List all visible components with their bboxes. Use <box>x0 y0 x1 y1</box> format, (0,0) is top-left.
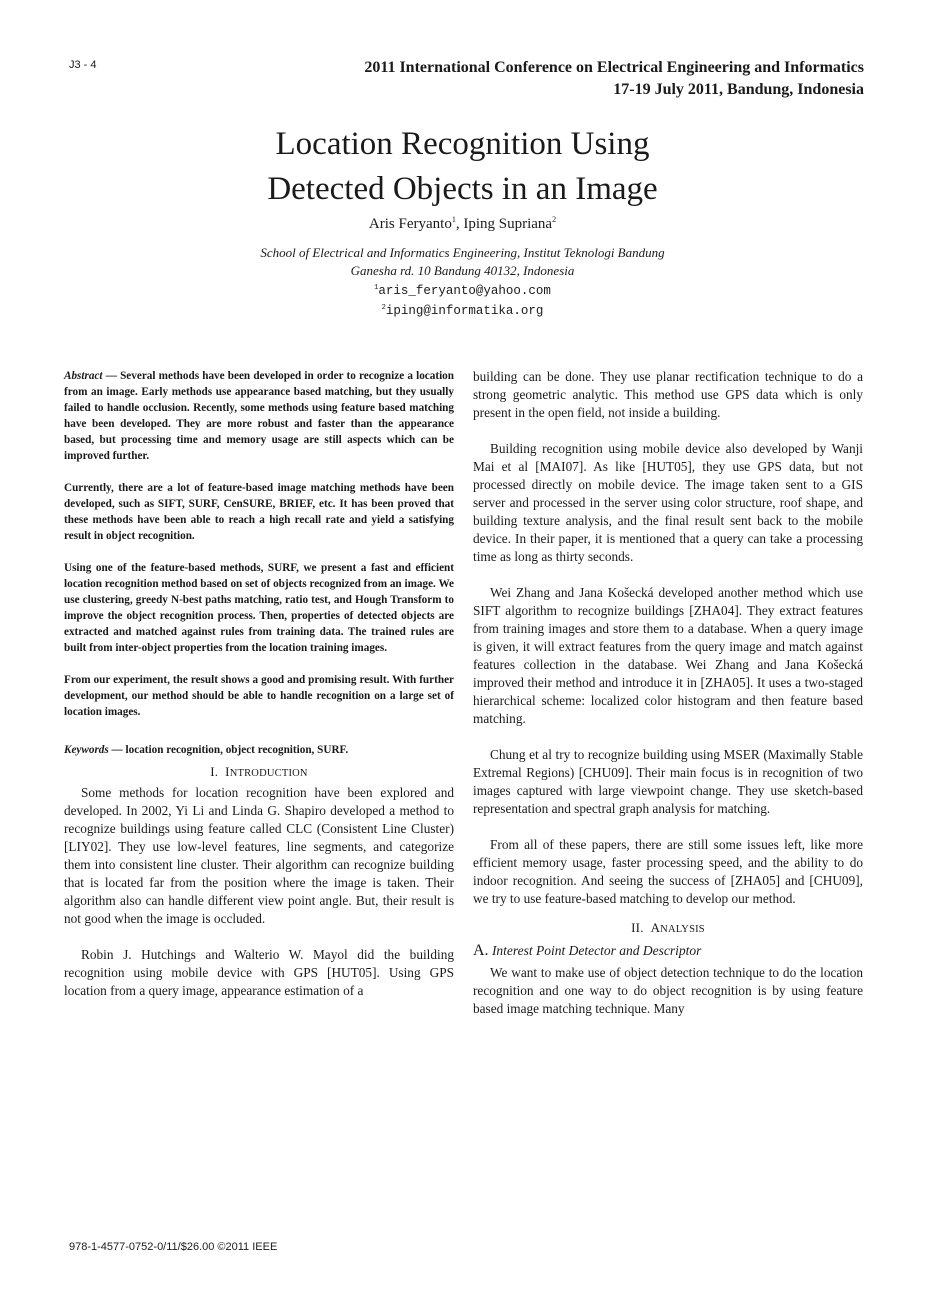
author-2-marker: 2 <box>552 215 557 224</box>
body-paragraph-5: From all of these papers, there are still some issues left, like more efficient memory usage, faster processing speed, and the ability to do indoor recognition. And seeing the success of [ZHA05] and [CHU09], we try to use feature-based matching to develop our method. <box>473 837 863 906</box>
intro-paragraph-1: Some methods for location recognition have been explored and developed. In 2002, Yi Li and Linda G. Shapiro developed a method to recognize buildings using feature called CLC (Consistent Line Cluster) [LIY02]. They use low-level features, line segments, and categorize them into consistent line cluster. Their algorithm can recognize building that is located far from the position where the image is taken. Their algorithm also can handle different view point angle. But, their result is not good when the image is occluded. <box>64 785 454 926</box>
affiliation-line-1: School of Electrical and Informatics Engineering, Institut Teknologi Bandung <box>260 245 665 260</box>
section-1-numeral: I. <box>210 764 219 779</box>
subsection-letter: A. <box>473 942 489 959</box>
affiliation-line-2: Ganesha rd. 10 Bandung 40132, Indonesia <box>350 263 575 278</box>
email-author-2 <box>0 304 925 318</box>
author-1-marker: 1 <box>451 215 456 224</box>
subsection-title: Interest Point Detector and Descriptor <box>491 943 702 958</box>
title-line-2: Detected Objects in an Image <box>267 171 658 207</box>
section-1-title-rest: NTRODUCTION <box>229 768 308 779</box>
author-2: Iping Supriana <box>463 216 553 232</box>
author-1: Aris Feryanto <box>368 216 452 232</box>
conference-header <box>364 57 864 101</box>
email-1-address: aris_feryanto@yahoo.com <box>378 284 551 299</box>
author-separator: , <box>455 216 464 232</box>
conference-name: 2011 International Conference on Electrical Engineering and Informatics <box>364 59 864 76</box>
abstract-paragraph-1 <box>64 368 454 464</box>
abstract-label: Abstract <box>64 370 103 382</box>
email-2-marker: 2 <box>381 304 386 312</box>
subsection-heading <box>473 942 863 960</box>
section-2-numeral: II. <box>631 920 644 935</box>
abstract-paragraph-3: Using one of the feature-based methods, SURF, we present a fast and efficient location recognition method based on set of objects recognized from an image. We use clustering, greedy N-best paths matching, ratio test, and Hough Transform to improve the object recognition process. Then, properties of detected objects are extracted and matched against rules from training data. The trained rules are built from inter-object properties from the location training images. <box>64 562 454 654</box>
email-author-1 <box>0 284 925 298</box>
body-paragraph-1: building can be done. They use planar rectification technique to do a strong geometric analytic. This method use GPS data which is only present in the open field, not inside a building. <box>473 369 863 420</box>
section-2-title-initial: A <box>650 920 661 935</box>
body-paragraph-2: Building recognition using mobile device also developed by Wanji Mai et al [MAI07]. As like [HUT05], they use GPS data, but not processed directly on mobile device. The image taken sent to a GIS server and processed in the server using color structure, roof shape, and building texture analysis, and the final result sent back to the mobile device. In their paper, it is mentioned that a query can take a processing time as long as thirty seconds. <box>473 441 863 564</box>
section-heading-introduction <box>64 764 454 780</box>
intro-paragraph-2: Robin J. Hutchings and Walterio W. Mayol did the building recognition using mobile device with GPS [HUT05]. Using GPS location from a query image, appearance estimation of a <box>64 947 454 998</box>
abstract-paragraph-4: From our experiment, the result shows a good and promising result. With further development, our method should be able to handle recognition on a large set of location images. <box>64 674 454 718</box>
email-2-address: iping@informatika.org <box>385 304 544 319</box>
left-column <box>64 368 454 1000</box>
keywords <box>64 742 454 758</box>
section-1-title-initial: I <box>225 764 230 779</box>
title-line-1: Location Recognition Using <box>275 126 650 162</box>
footer-isbn: 978-1-4577-0752-0/11/$26.00 ©2011 IEEE <box>69 1241 278 1253</box>
section-heading-analysis <box>473 920 863 936</box>
right-column <box>473 368 863 1018</box>
keywords-label: Keywords <box>64 744 109 756</box>
authors <box>0 215 925 233</box>
email-1-marker: 1 <box>374 284 379 292</box>
analysis-paragraph-1: We want to make use of object detection technique to do the location recognition and one way to do object recognition is by using feature based image matching technique. Many <box>473 965 863 1016</box>
keywords-text: — location recognition, object recognition, SURF. <box>108 744 349 756</box>
body-paragraph-3: Wei Zhang and Jana Košecká developed another method which use SIFT algorithm to recognize buildings [ZHA04]. They extract features from training images and store them to a database. When a query image is given, it will extract features from the query image and match against features collection in the database. Wei Zhang and Jana Košecká improved their method and introduce it in [ZHA05]. It uses a two-staged hierarchical scheme: localized color histogram and then feature based matching. <box>473 585 863 726</box>
paper-title <box>0 122 925 212</box>
abstract-text-1: — Several methods have been developed in order to recognize a location from an image. Early methods use appearance based matching, but they usually failed to handle occlusion. Recently, some methods using feature based matching have been developed. They are more robust and faster than the appearance based, but processing time and memory usage are still aspects which can be improved further. <box>64 370 454 462</box>
abstract-paragraph-2: Currently, there are a lot of feature-based image matching methods have been developed, such as SIFT, SURF, CenSURE, BRIEF, etc. It has been proved that these methods have been able to reach a high recall rate and yield a satisfying result in object recognition. <box>64 482 454 542</box>
conference-date-location: 17-19 July 2011, Bandung, Indonesia <box>613 81 864 98</box>
body-paragraph-4: Chung et al try to recognize building using MSER (Maximally Stable Extremal Regions) [CHU09]. Their main focus is in recognition of two images captured with large viewpoint change. They use sketch-based representation and spectral graph analysis for matching. <box>473 747 863 816</box>
affiliation <box>0 244 925 280</box>
paper-code: J3 - 4 <box>69 59 97 71</box>
section-2-title-rest: NALYSIS <box>660 924 705 935</box>
